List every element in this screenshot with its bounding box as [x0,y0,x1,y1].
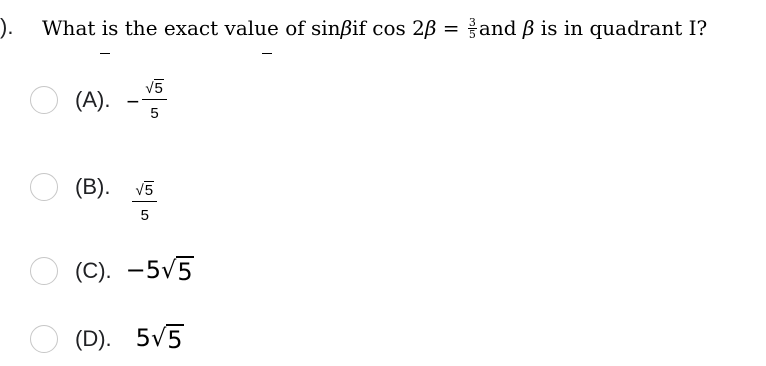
negative-sign: − [126,89,140,114]
radical-sign: √ [135,181,144,199]
render-artifact-bar [262,53,272,54]
radicand: 5 [144,181,154,199]
radical-sign: √ [161,256,177,284]
option-b[interactable] [30,167,157,224]
option-d[interactable] [30,319,184,359]
question-text-part: if cos 2 [352,16,425,40]
beta-symbol: β [340,16,353,40]
radio-option-a[interactable] [30,86,58,114]
radicand: 5 [154,79,163,97]
option-d-label: (D). [75,326,112,351]
option-b-label: (B). [75,174,111,199]
fraction-three-fifths [468,17,477,40]
equals-sign: = [436,16,466,40]
option-a[interactable] [30,80,167,120]
fraction [132,181,157,224]
beta-symbol: β [424,16,437,40]
option-a-label: (A). [75,87,111,112]
fraction-numerator [132,181,157,202]
option-d-expression [136,324,184,354]
radio-option-b[interactable] [30,173,58,201]
option-b-expression [132,181,157,224]
option-c[interactable] [30,251,194,291]
option-c-label: (C). [75,258,112,283]
question-number: ). [0,14,14,39]
render-artifact-bar [100,53,110,54]
question-text-part: and [478,16,523,40]
radio-option-c[interactable] [30,257,58,285]
beta-symbol: β [522,16,535,40]
coefficient: 5 [135,324,151,352]
question-text-part: What is the exact value of sin [42,16,341,40]
radical-sign: √ [150,324,167,352]
radicand: 5 [167,326,183,354]
question-text-part: is in quadrant I? [534,16,708,40]
fraction-denominator: 5 [468,27,476,41]
option-c-expression [126,256,194,286]
fraction [142,79,167,122]
question-text [42,12,707,44]
question-row [0,12,766,44]
fraction-numerator [142,79,167,100]
fraction-numerator: 3 [468,15,476,29]
fraction-denominator: 5 [140,206,149,224]
radicand: 5 [177,258,193,286]
radio-option-d[interactable] [30,325,58,353]
radical-sign: √ [145,79,154,97]
option-a-expression [126,79,166,122]
coefficient: −5 [125,256,162,284]
fraction-denominator: 5 [150,104,159,122]
